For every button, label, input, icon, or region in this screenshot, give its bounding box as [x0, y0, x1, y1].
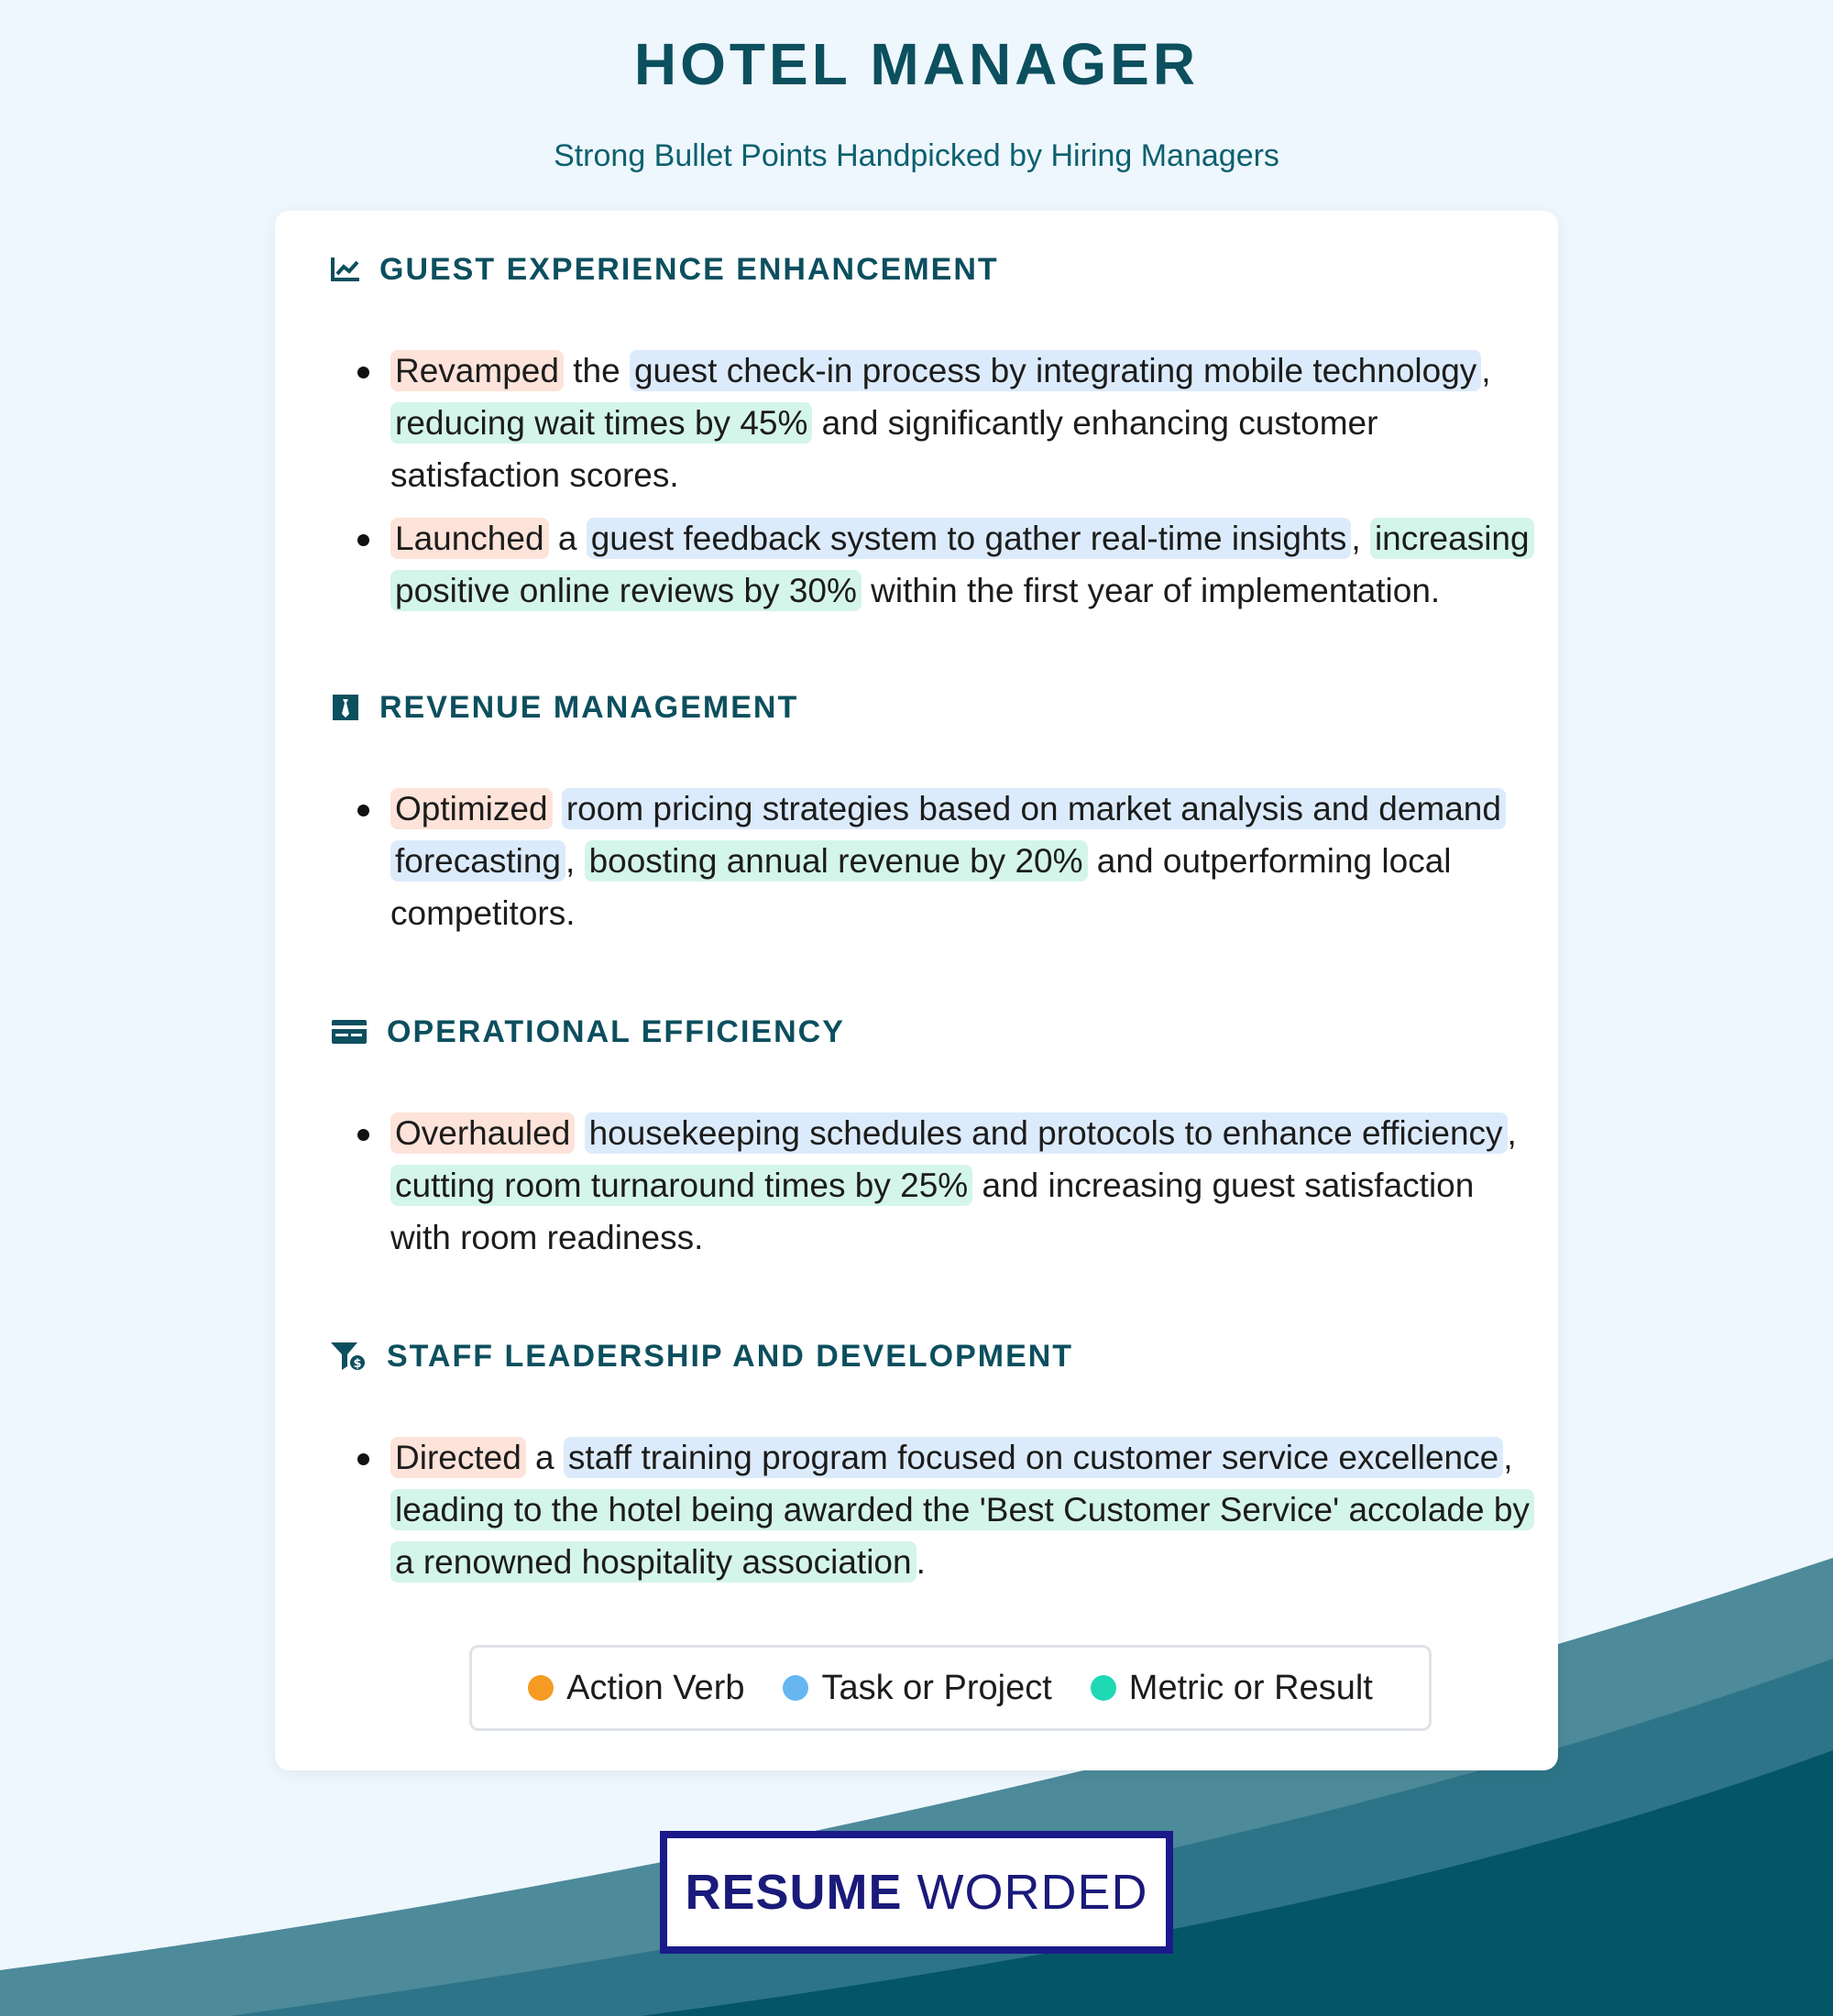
page-title: HOTEL MANAGER: [633, 31, 1200, 97]
legend-item-task-or-project: [783, 1669, 1051, 1708]
bullet-point: [330, 512, 1531, 617]
section-title: STAFF LEADERSHIP AND DEVELOPMENT: [387, 1338, 1074, 1374]
svg-text:$: $: [353, 1357, 362, 1371]
bullet-text: the: [563, 352, 630, 389]
funnel-dollar-icon: [330, 1341, 368, 1372]
legend-label: Metric or Result: [1128, 1668, 1373, 1707]
legend-item-metric-or-result: [1091, 1669, 1373, 1708]
tie-icon: [330, 692, 361, 723]
bullet-text: and outperforming local competitors.: [390, 842, 1452, 932]
legend-dot: [1091, 1675, 1116, 1701]
section-title: GUEST EXPERIENCE ENHANCEMENT: [379, 251, 999, 287]
section-header: [330, 685, 1531, 729]
bullet-point: [330, 1107, 1531, 1264]
chart-line-icon: [330, 254, 361, 285]
bullet-text: ,: [1351, 520, 1370, 557]
section-revenue-management: [330, 685, 1531, 950]
page-subtitle: Strong Bullet Points Handpicked by Hiring Managers: [554, 138, 1279, 173]
brand-word-regular: WORDED: [916, 1865, 1148, 1920]
brand-logo-inner: [667, 1838, 1166, 1946]
bullet-list: [330, 1107, 1531, 1264]
bullet-text: within the first year of implementation.: [861, 572, 1441, 609]
bullet-text: ,: [565, 842, 585, 880]
task-highlight: room pricing strategies based on market analysis and demand forecasting: [390, 788, 1506, 882]
credit-card-icon: [330, 1016, 368, 1047]
legend-dot: [528, 1675, 554, 1701]
bullet-list: [330, 783, 1531, 939]
legend-dot: [783, 1675, 808, 1701]
section-header: [330, 1010, 1531, 1054]
bullet-text: ,: [1507, 1114, 1517, 1152]
bullet-text: ,: [1503, 1439, 1513, 1476]
legend-label: Action Verb: [566, 1668, 745, 1707]
bullet-list: [330, 345, 1531, 617]
metric-highlight: increasing positive online reviews by 30%: [390, 518, 1534, 611]
section-header: [330, 247, 1531, 291]
task-highlight: guest check-in process by integrating mobile technology: [630, 350, 1481, 391]
section-operational-efficiency: [330, 1010, 1531, 1275]
metric-highlight: cutting room turnaround times by 25%: [390, 1165, 972, 1206]
bullet-text: ,: [1481, 352, 1491, 389]
legend: [469, 1645, 1432, 1731]
legend-label: Task or Project: [821, 1668, 1052, 1707]
action-verb-highlight: Revamped: [390, 350, 564, 391]
action-verb-highlight: Overhauled: [390, 1112, 575, 1154]
action-verb-highlight: Launched: [390, 518, 549, 559]
section-staff-leadership: [330, 1334, 1531, 1599]
brand-word-bold: RESUME: [685, 1865, 903, 1920]
page-header: [0, 27, 1833, 174]
section-header: [330, 1334, 1531, 1378]
metric-highlight: boosting annual revenue by 20%: [585, 840, 1088, 882]
bullet-text: and increasing guest satisfaction with room readiness.: [390, 1167, 1475, 1256]
brand-logo: [660, 1831, 1173, 1954]
metric-highlight: leading to the hotel being awarded the 'Best Customer Service' accolade by a renowned hospitality association: [390, 1489, 1534, 1583]
task-highlight: housekeeping schedules and protocols to enhance efficiency: [585, 1112, 1508, 1154]
bullet-card: [275, 211, 1558, 1770]
legend-item-action-verb: [528, 1669, 744, 1708]
bullet-text: a: [525, 1439, 564, 1476]
section-guest-experience: [330, 247, 1531, 628]
bullet-text: [575, 1114, 584, 1152]
bullet-point: [330, 1431, 1531, 1588]
bullet-list: [330, 1431, 1531, 1588]
section-title: OPERATIONAL EFFICIENCY: [387, 1013, 845, 1049]
task-highlight: staff training program focused on customer service excellence: [564, 1437, 1503, 1478]
bullet-point: [330, 345, 1531, 501]
bullet-text: [553, 790, 562, 827]
bullet-point: [330, 783, 1531, 939]
section-title: REVENUE MANAGEMENT: [379, 689, 799, 725]
task-highlight: guest feedback system to gather real-time insights: [587, 518, 1352, 559]
metric-highlight: reducing wait times by 45%: [390, 402, 812, 444]
bullet-text: a: [548, 520, 587, 557]
action-verb-highlight: Directed: [390, 1437, 526, 1478]
bullet-text: and significantly enhancing customer satisfaction scores.: [390, 404, 1378, 494]
action-verb-highlight: Optimized: [390, 788, 553, 829]
bullet-text: .: [916, 1543, 926, 1581]
